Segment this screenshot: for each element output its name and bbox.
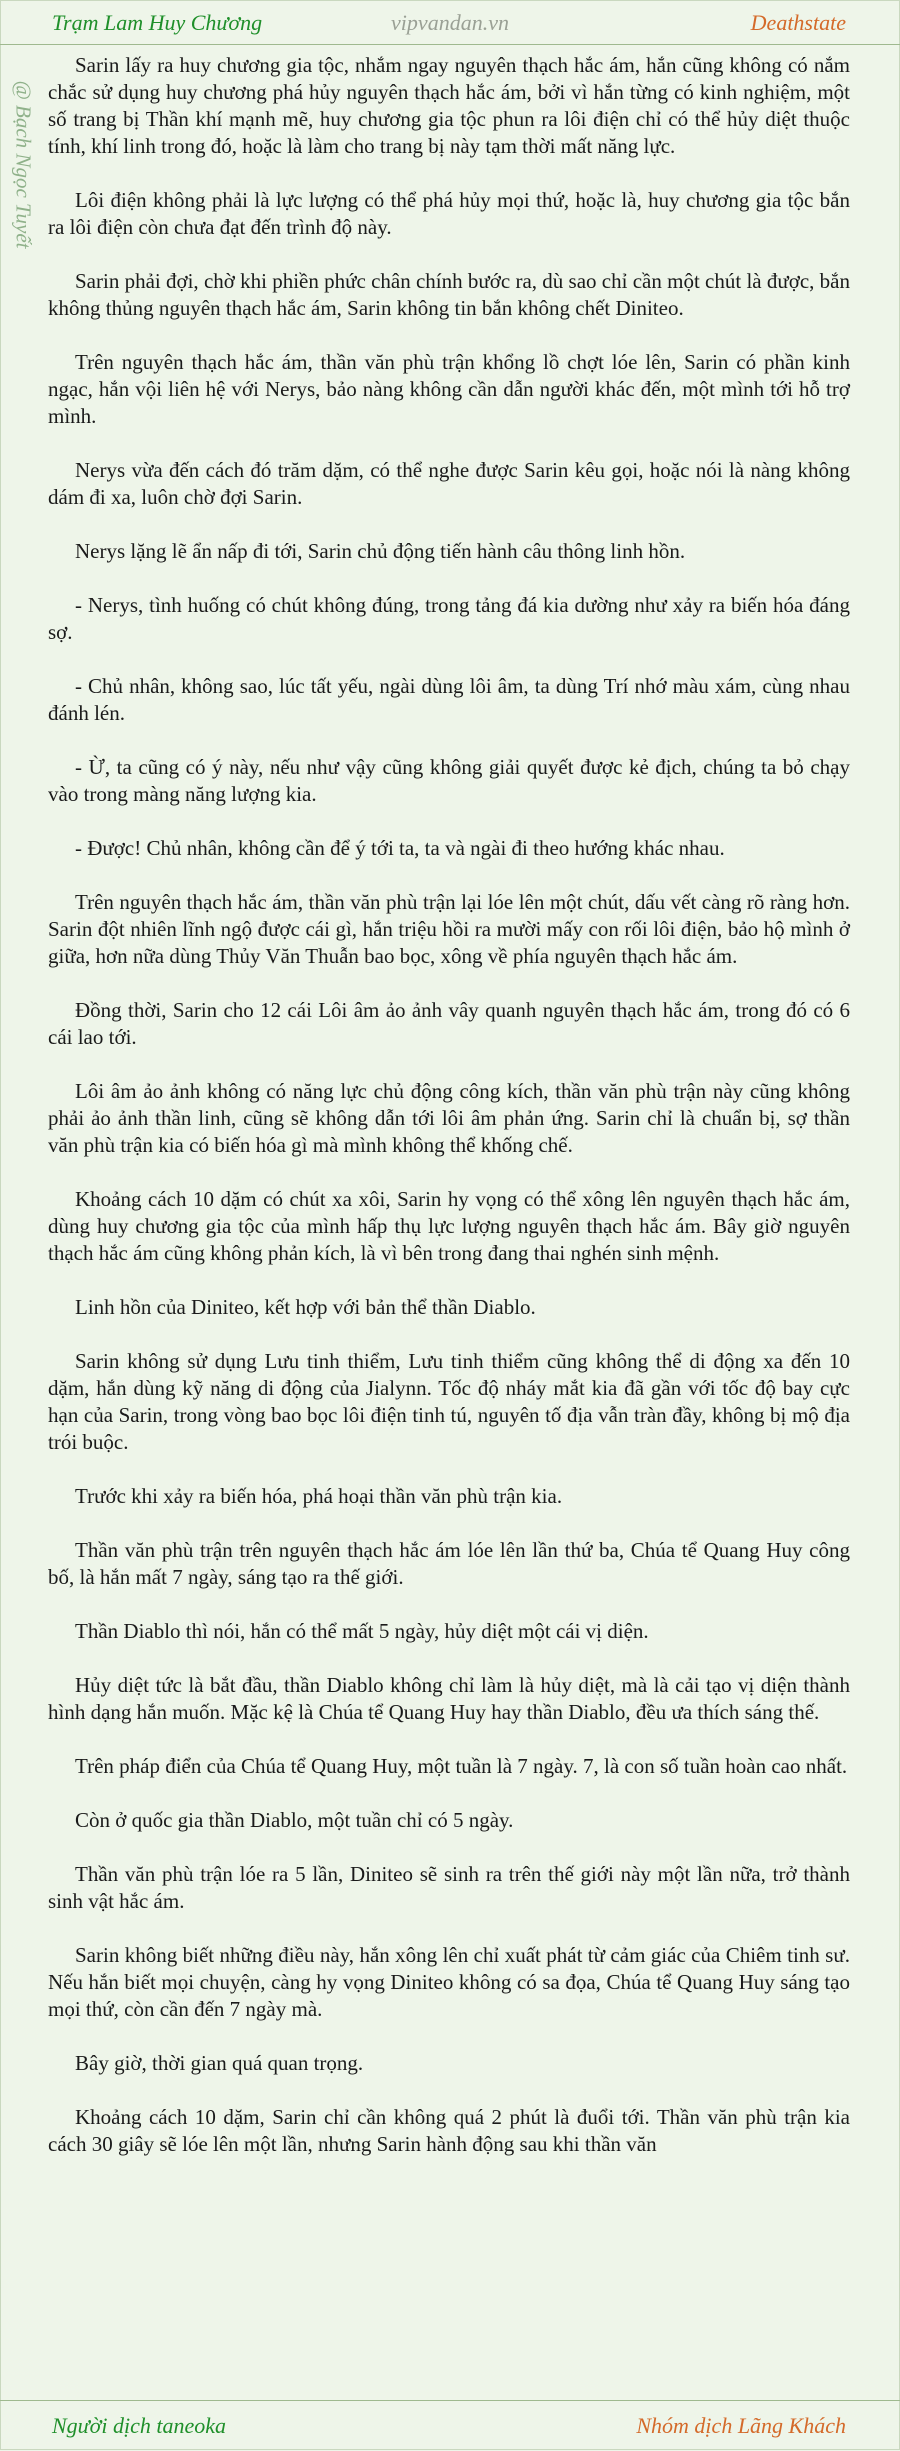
page-header: [0, 0, 900, 45]
footer-translator: Người dịch taneoka: [52, 2413, 227, 2438]
paragraph: - Nerys, tình huống có chút không đúng, trong tảng đá kia dường như xảy ra biến hóa đáng sợ.: [48, 593, 850, 644]
paragraph: Trên nguyên thạch hắc ám, thần văn phù trận lại lóe lên một chút, dấu vết càng rõ ràng hơn. Sarin đột nhiên lĩnh ngộ được cái gì, hắn triệu hồi ra mười mấy con rối lôi điện, bảo hộ mình ở giữa, hơn nữa dùng Thủy Văn Thuẫn bao bọc, xông về phía nguyên thạch hắc ám.: [48, 890, 850, 968]
paragraph: Thần văn phù trận trên nguyên thạch hắc ám lóe lên lần thứ ba, Chúa tể Quang Huy công bố, là hắn mất 7 ngày, sáng tạo ra thế giới.: [48, 1538, 850, 1589]
paragraph: Thần văn phù trận lóe ra 5 lần, Diniteo sẽ sinh ra trên thế giới này một lần nữa, trở thành sinh vật hắc ám.: [48, 1862, 850, 1913]
paragraph: Sarin không sử dụng Lưu tinh thiểm, Lưu tinh thiểm cũng không thể di động xa đến 10 dặm, hắn dùng kỹ năng di động của Jialynn. Tốc độ nháy mắt kia đã gần với tốc độ bay cực hạn của Sarin, trong vòng bao bọc lôi điện tinh tú, nguyên tố địa vẫn tràn đầy, không bị mộ địa trói buộc.: [48, 1349, 850, 1454]
paragraph: Nerys vừa đến cách đó trăm dặm, có thể nghe được Sarin kêu gọi, hoặc nói là nàng không dám đi xa, luôn chờ đợi Sarin.: [48, 458, 850, 509]
paragraph: Sarin lấy ra huy chương gia tộc, nhắm ngay nguyên thạch hắc ám, hắn cũng không có nắm chắc sử dụng huy chương phá hủy nguyên thạch hắc ám, bởi vì hắn từng có kinh nghiệm, một số trang bị Thần khí mạnh mẽ, huy chương gia tộc phun ra lôi điện chỉ có thể hủy diệt thuộc tính, khí linh trong đó, hoặc là làm cho trang bị này tạm thời mất năng lực.: [48, 53, 850, 158]
paragraph: Trước khi xảy ra biến hóa, phá hoại thần văn phù trận kia.: [75, 1484, 563, 1508]
paragraph: Khoảng cách 10 dặm, Sarin chỉ cần không quá 2 phút là đuổi tới. Thần văn phù trận kia cách 30 giây sẽ lóe lên một lần, nhưng Sarin hành động sau khi thần văn: [48, 2105, 850, 2156]
paragraph: Lôi điện không phải là lực lượng có thể phá hủy mọi thứ, hoặc là, huy chương gia tộc bắn ra lôi điện còn chưa đạt đến trình độ này.: [48, 188, 850, 239]
paragraph: Thần Diablo thì nói, hắn có thể mất 5 ngày, hủy diệt một cái vị diện.: [75, 1619, 649, 1643]
watermark-text: @ Bạch Ngọc Tuyết: [11, 80, 36, 249]
paragraph: Bây giờ, thời gian quá quan trọng.: [75, 2051, 364, 2075]
paragraph: Trên nguyên thạch hắc ám, thần văn phù trận khổng lồ chợt lóe lên, Sarin có phần kinh ngạc, hắn vội liên hệ với Nerys, bảo nàng không cần dẫn người khác đến, một mình tới hỗ trợ mình.: [48, 350, 850, 428]
paragraph: Linh hồn của Diniteo, kết hợp với bản thể thần Diablo.: [75, 1295, 536, 1319]
paragraph: Hủy diệt tức là bắt đầu, thần Diablo không chỉ làm là hủy diệt, mà là cải tạo vị diện thành hình dạng hắn muốn. Mặc kệ là Chúa tể Quang Huy hay thần Diablo, đều ưa thích sáng thế.: [48, 1673, 850, 1724]
chapter-text: [48, 52, 850, 2185]
header-site-name: Trạm Lam Huy Chương: [52, 10, 263, 35]
paragraph: Còn ở quốc gia thần Diablo, một tuần chỉ có 5 ngày.: [75, 1808, 514, 1832]
page-footer: [0, 2400, 900, 2451]
paragraph: Lôi âm ảo ảnh không có năng lực chủ động công kích, thần văn phù trận này cũng không phải ảo ảnh thần linh, cũng sẽ không dẫn tới lôi âm phản ứng. Sarin chỉ là chuẩn bị, sợ thần văn phù trận kia có biến hóa gì mà mình không thể khống chế.: [48, 1079, 850, 1157]
paragraph: Nerys lặng lẽ ẩn nấp đi tới, Sarin chủ động tiến hành câu thông linh hồn.: [75, 539, 686, 563]
header-book-title: Deathstate: [750, 10, 846, 35]
footer-group: Nhóm dịch Lãng Khách: [636, 2413, 846, 2438]
paragraph: - Được! Chủ nhân, không cần để ý tới ta, ta và ngài đi theo hướng khác nhau.: [75, 836, 725, 860]
paragraph: Khoảng cách 10 dặm có chút xa xôi, Sarin hy vọng có thể xông lên nguyên thạch hắc ám, dùng huy chương gia tộc của mình hấp thụ lực lượng nguyên thạch hắc ám. Bây giờ nguyên thạch hắc ám cũng không phản kích, là vì bên trong đang thai nghén sinh mệnh.: [48, 1187, 850, 1265]
paragraph: - Ừ, ta cũng có ý này, nếu như vậy cũng không giải quyết được kẻ địch, chúng ta bỏ chạy vào trong màng năng lượng kia.: [48, 755, 850, 806]
paragraph: Sarin phải đợi, chờ khi phiền phức chân chính bước ra, dù sao chỉ cần một chút là được, bắn không thủng nguyên thạch hắc ám, Sarin không tin bắn không chết Diniteo.: [48, 269, 850, 320]
paragraph: Trên pháp điển của Chúa tể Quang Huy, một tuần là 7 ngày. 7, là con số tuần hoàn cao nhất.: [75, 1754, 848, 1778]
header-domain: vipvandan.vn: [391, 10, 509, 35]
paragraph: - Chủ nhân, không sao, lúc tất yếu, ngài dùng lôi âm, ta dùng Trí nhớ màu xám, cùng nhau đánh lén.: [48, 674, 850, 725]
paragraph: Sarin không biết những điều này, hắn xông lên chỉ xuất phát từ cảm giác của Chiêm tinh sư. Nếu hắn biết mọi chuyện, càng hy vọng Diniteo không có sa đọa, Chúa tể Quang Huy sáng tạo mọi thứ, còn cần đến 7 ngày mà.: [48, 1943, 850, 2021]
side-watermark: [8, 52, 38, 282]
paragraph: Đồng thời, Sarin cho 12 cái Lôi âm ảo ảnh vây quanh nguyên thạch hắc ám, trong đó có 6 cái lao tới.: [48, 998, 850, 1049]
